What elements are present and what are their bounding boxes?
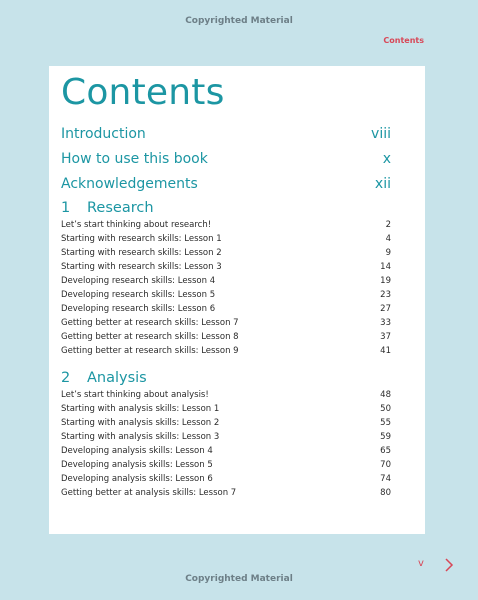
chevron-right-icon (442, 556, 456, 574)
toc-lesson-label: Developing research skills: Lesson 6 (61, 304, 216, 314)
toc-entry-page: x (382, 151, 391, 167)
toc-lesson-page: 59 (380, 432, 391, 442)
toc-lesson-page: 37 (380, 332, 391, 342)
toc-lesson-label: Starting with research skills: Lesson 3 (61, 262, 222, 272)
toc-lesson-row[interactable] (61, 472, 391, 486)
toc-lesson-page: 48 (380, 390, 391, 400)
toc-entry-label: How to use this book (61, 151, 208, 167)
lesson-list-analysis (61, 388, 391, 500)
toc-lesson-page: 4 (385, 234, 391, 244)
chapter-heading-research[interactable] (61, 198, 154, 218)
toc-lesson-row[interactable] (61, 458, 391, 472)
toc-lesson-page: 80 (380, 488, 391, 498)
toc-lesson-label: Let’s start thinking about analysis! (61, 390, 209, 400)
toc-lesson-row[interactable] (61, 232, 391, 246)
toc-lesson-label: Starting with research skills: Lesson 2 (61, 248, 222, 258)
toc-lesson-row[interactable] (61, 444, 391, 458)
toc-lesson-label: Starting with analysis skills: Lesson 3 (61, 432, 220, 442)
book-page (49, 66, 425, 534)
toc-lesson-page: 9 (385, 248, 391, 258)
toc-lesson-row[interactable] (61, 388, 391, 402)
toc-lesson-page: 41 (380, 346, 391, 356)
chapter-number: 1 (61, 200, 71, 216)
toc-lesson-row[interactable] (61, 416, 391, 430)
toc-lesson-label: Getting better at research skills: Lesson 8 (61, 332, 239, 342)
toc-entry-acknowledgements[interactable] (61, 174, 391, 194)
toc-lesson-label: Getting better at research skills: Lesson 7 (61, 318, 239, 328)
page-number: v (418, 558, 424, 569)
toc-lesson-page: 2 (385, 220, 391, 230)
toc-lesson-row[interactable] (61, 486, 391, 500)
toc-lesson-label: Let’s start thinking about research! (61, 220, 212, 230)
chapter-heading-analysis[interactable] (61, 368, 147, 388)
toc-lesson-row[interactable] (61, 260, 391, 274)
toc-lesson-row[interactable] (61, 246, 391, 260)
toc-lesson-row[interactable] (61, 302, 391, 316)
toc-lesson-page: 27 (380, 304, 391, 314)
toc-lesson-page: 55 (380, 418, 391, 428)
running-head: Contents (383, 36, 424, 45)
toc-lesson-label: Developing analysis skills: Lesson 6 (61, 474, 213, 484)
toc-lesson-row[interactable] (61, 288, 391, 302)
lesson-list-research (61, 218, 391, 358)
toc-entry-page: viii (371, 126, 391, 142)
copyright-notice-top: Copyrighted Material (185, 16, 293, 26)
toc-lesson-row[interactable] (61, 330, 391, 344)
toc-lesson-page: 74 (380, 474, 391, 484)
toc-lesson-page: 33 (380, 318, 391, 328)
toc-lesson-label: Starting with research skills: Lesson 1 (61, 234, 222, 244)
toc-entry-page: xii (374, 176, 391, 192)
chapter-title: Research (87, 200, 154, 216)
toc-lesson-row[interactable] (61, 344, 391, 358)
toc-entry-introduction[interactable] (61, 124, 391, 144)
toc-lesson-page: 65 (380, 446, 391, 456)
toc-lesson-row[interactable] (61, 274, 391, 288)
toc-lesson-row[interactable] (61, 430, 391, 444)
chapter-number: 2 (61, 370, 71, 386)
toc-lesson-label: Starting with analysis skills: Lesson 1 (61, 404, 220, 414)
toc-lesson-row[interactable] (61, 316, 391, 330)
toc-lesson-row[interactable] (61, 402, 391, 416)
toc-lesson-label: Developing research skills: Lesson 5 (61, 290, 216, 300)
next-page-button[interactable] (442, 556, 456, 574)
toc-lesson-label: Developing analysis skills: Lesson 5 (61, 460, 213, 470)
toc-lesson-page: 50 (380, 404, 391, 414)
toc-lesson-page: 19 (380, 276, 391, 286)
toc-lesson-page: 23 (380, 290, 391, 300)
toc-lesson-page: 14 (380, 262, 391, 272)
toc-entry-label: Acknowledgements (61, 176, 198, 192)
page-title: Contents (61, 72, 225, 113)
toc-lesson-label: Developing analysis skills: Lesson 4 (61, 446, 213, 456)
toc-lesson-label: Getting better at analysis skills: Lesson 7 (61, 488, 237, 498)
toc-lesson-label: Developing research skills: Lesson 4 (61, 276, 216, 286)
toc-entry-label: Introduction (61, 126, 146, 142)
toc-lesson-label: Getting better at research skills: Lesson 9 (61, 346, 239, 356)
toc-lesson-row[interactable] (61, 218, 391, 232)
toc-lesson-label: Starting with analysis skills: Lesson 2 (61, 418, 220, 428)
toc-entry-how-to-use[interactable] (61, 149, 391, 169)
copyright-notice-bottom: Copyrighted Material (185, 574, 293, 584)
chapter-title: Analysis (87, 370, 147, 386)
toc-lesson-page: 70 (380, 460, 391, 470)
